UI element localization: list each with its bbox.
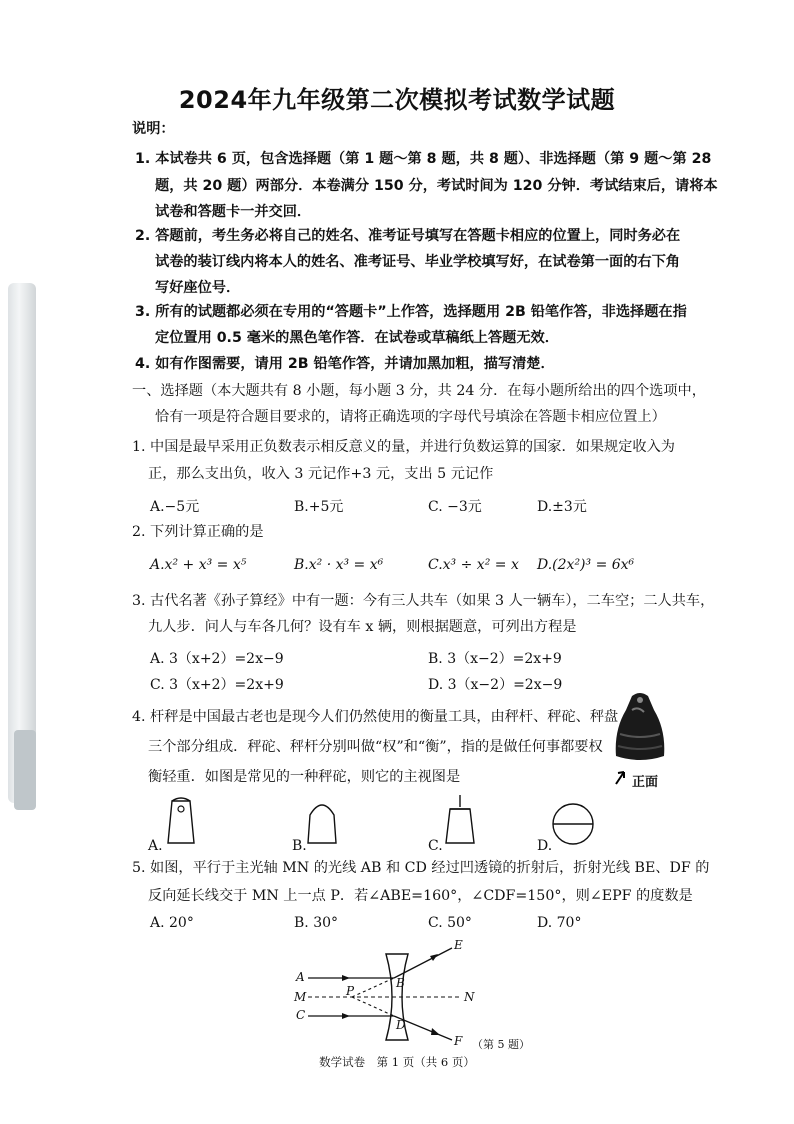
- q1-option-a: A.−5元: [150, 499, 200, 515]
- q5-option-d: D. 70°: [537, 915, 582, 931]
- q4-option-d: D.: [537, 838, 553, 854]
- q3-option-a: A. 3（x+2）=2x−9: [150, 651, 284, 667]
- instruction-1-line-2: 题，共 20 题）两部分．本卷满分 150 分，考试时间为 120 分钟．考试结束后，请将本: [155, 178, 718, 194]
- label-m: M: [294, 990, 307, 1004]
- q5-lens-figure: [290, 940, 480, 1045]
- q4-figure-b: [302, 797, 342, 847]
- q1-option-c: C. −3元: [428, 499, 482, 515]
- instruction-3-line-1: 3. 所有的试题都必须在专用的“答题卡”上作答，选择题用 2B 铅笔作答，非选择题在指: [135, 304, 687, 320]
- binding-clip: [14, 730, 36, 810]
- q2-stem: 2. 下列计算正确的是: [132, 524, 264, 540]
- q1-stem-1: 1. 中国是最早采用正负数表示相反意义的量，并进行负数运算的国家．如果规定收入为: [132, 439, 675, 455]
- label-c: C: [296, 1008, 306, 1022]
- q5-stem-1: 5. 如图，平行于主光轴 MN 的光线 AB 和 CD 经过凹透镜的折射后，折射光线 BE、DF 的: [132, 860, 710, 876]
- q3-option-d: D. 3（x−2）=2x−9: [428, 677, 563, 693]
- q5-option-b: B. 30°: [294, 915, 339, 931]
- label-b: B: [396, 976, 405, 990]
- instruction-4: 4. 如有作图需要，请用 2B 铅笔作答，并请加黑加粗，描写清楚．: [135, 356, 555, 372]
- label-f: F: [454, 1034, 463, 1048]
- arrow-icon: [612, 768, 630, 786]
- instruction-1-line-3: 试卷和答题卡一并交回．: [155, 204, 312, 220]
- q5-option-c: C. 50°: [428, 915, 472, 931]
- instruction-2-line-3: 写好座位号．: [155, 280, 241, 296]
- q1-option-b: B.+5元: [294, 499, 344, 515]
- q5-stem-2: 反向延长线交于 MN 上一点 P．若∠ABE=160°，∠CDF=150°，则∠EPF 的度数是: [148, 888, 693, 904]
- label-p: P: [346, 984, 355, 998]
- q1-stem-2: 正，那么支出负，收入 3 元记作+3 元，支出 5 元记作: [148, 466, 494, 482]
- section1-line-2: 恰有一项是符合题目要求的，请将正确选项的字母代号填涂在答题卡相应位置上）: [155, 409, 666, 425]
- q4-option-b: B.: [292, 838, 307, 854]
- page-footer: 数学试卷 第 1 页（共 6 页）: [319, 1055, 475, 1069]
- binding-strip: [8, 283, 36, 803]
- q4-figure-a: [162, 797, 200, 847]
- label-a: A: [296, 970, 305, 984]
- label-e: E: [454, 938, 463, 952]
- q2-option-c: C.x³ ÷ x² = x: [428, 557, 519, 573]
- instruction-2-line-2: 试卷的装订线内将本人的姓名、准考证号、毕业学校填写好，在试卷第一面的右下角: [155, 254, 680, 270]
- q4-figure-d: [550, 801, 596, 847]
- q1-option-d: D.±3元: [537, 499, 587, 515]
- instruction-3-line-2: 定位置用 0.5 毫米的黑色笔作答．在试卷或草稿纸上答题无效．: [155, 330, 559, 346]
- q3-option-b: B. 3（x−2）=2x+9: [428, 651, 562, 667]
- q4-option-a: A.: [148, 838, 163, 854]
- label-d: D: [396, 1018, 406, 1032]
- instruction-1-line-1: 1. 本试卷共 6 页，包含选择题（第 1 题～第 8 题，共 8 题）、非选择题（第 9 题～第 28: [135, 151, 712, 167]
- page-title: 2024年九年级第二次模拟考试数学试题: [178, 86, 616, 114]
- q3-stem-1: 3. 古代名著《孙子算经》中有一题：今有三人共车（如果 3 人一辆车），二车空；二人共车，: [132, 593, 715, 609]
- q3-option-c: C. 3（x+2）=2x+9: [150, 677, 284, 693]
- q4-stem-1: 4. 杆秤是中国最古老也是现今人们仍然使用的衡量工具，由秤杆、秤砣、秤盘: [132, 709, 619, 725]
- q2-option-a: A.x² + x³ = x⁵: [150, 557, 247, 573]
- instruction-2-line-1: 2. 答题前，考生务必将自己的姓名、准考证号填写在答题卡相应的位置上，同时务必在: [135, 228, 681, 244]
- label-n: N: [464, 990, 475, 1004]
- q5-option-a: A. 20°: [150, 915, 194, 931]
- section1-line-1: 一、选择题（本大题共有 8 小题，每小题 3 分，共 24 分．在每小题所给出的四个选项中，: [132, 383, 706, 399]
- q4-stem-2: 三个部分组成．秤砣、秤杆分别叫做“权”和“衡”，指的是做任何事都要权: [148, 739, 603, 755]
- q2-option-b: B.x² · x³ = x⁶: [294, 557, 384, 573]
- q4-figure-c: [440, 795, 480, 847]
- q5-figure-caption: （第 5 题）: [472, 1038, 530, 1051]
- q3-stem-2: 九人步．问人与车各几何？设有车 x 辆，则根据题意，可列出方程是: [148, 619, 577, 635]
- q4-stem-3: 衡轻重．如图是常见的一种秤砣，则它的主视图是: [148, 769, 461, 785]
- weight-photo: [610, 690, 670, 770]
- photo-caption: 正面: [632, 775, 659, 790]
- q4-option-c: C.: [428, 838, 443, 854]
- q2-option-d: D.(2x²)³ = 6x⁶: [537, 557, 635, 573]
- instructions-heading: 说明：: [132, 121, 175, 137]
